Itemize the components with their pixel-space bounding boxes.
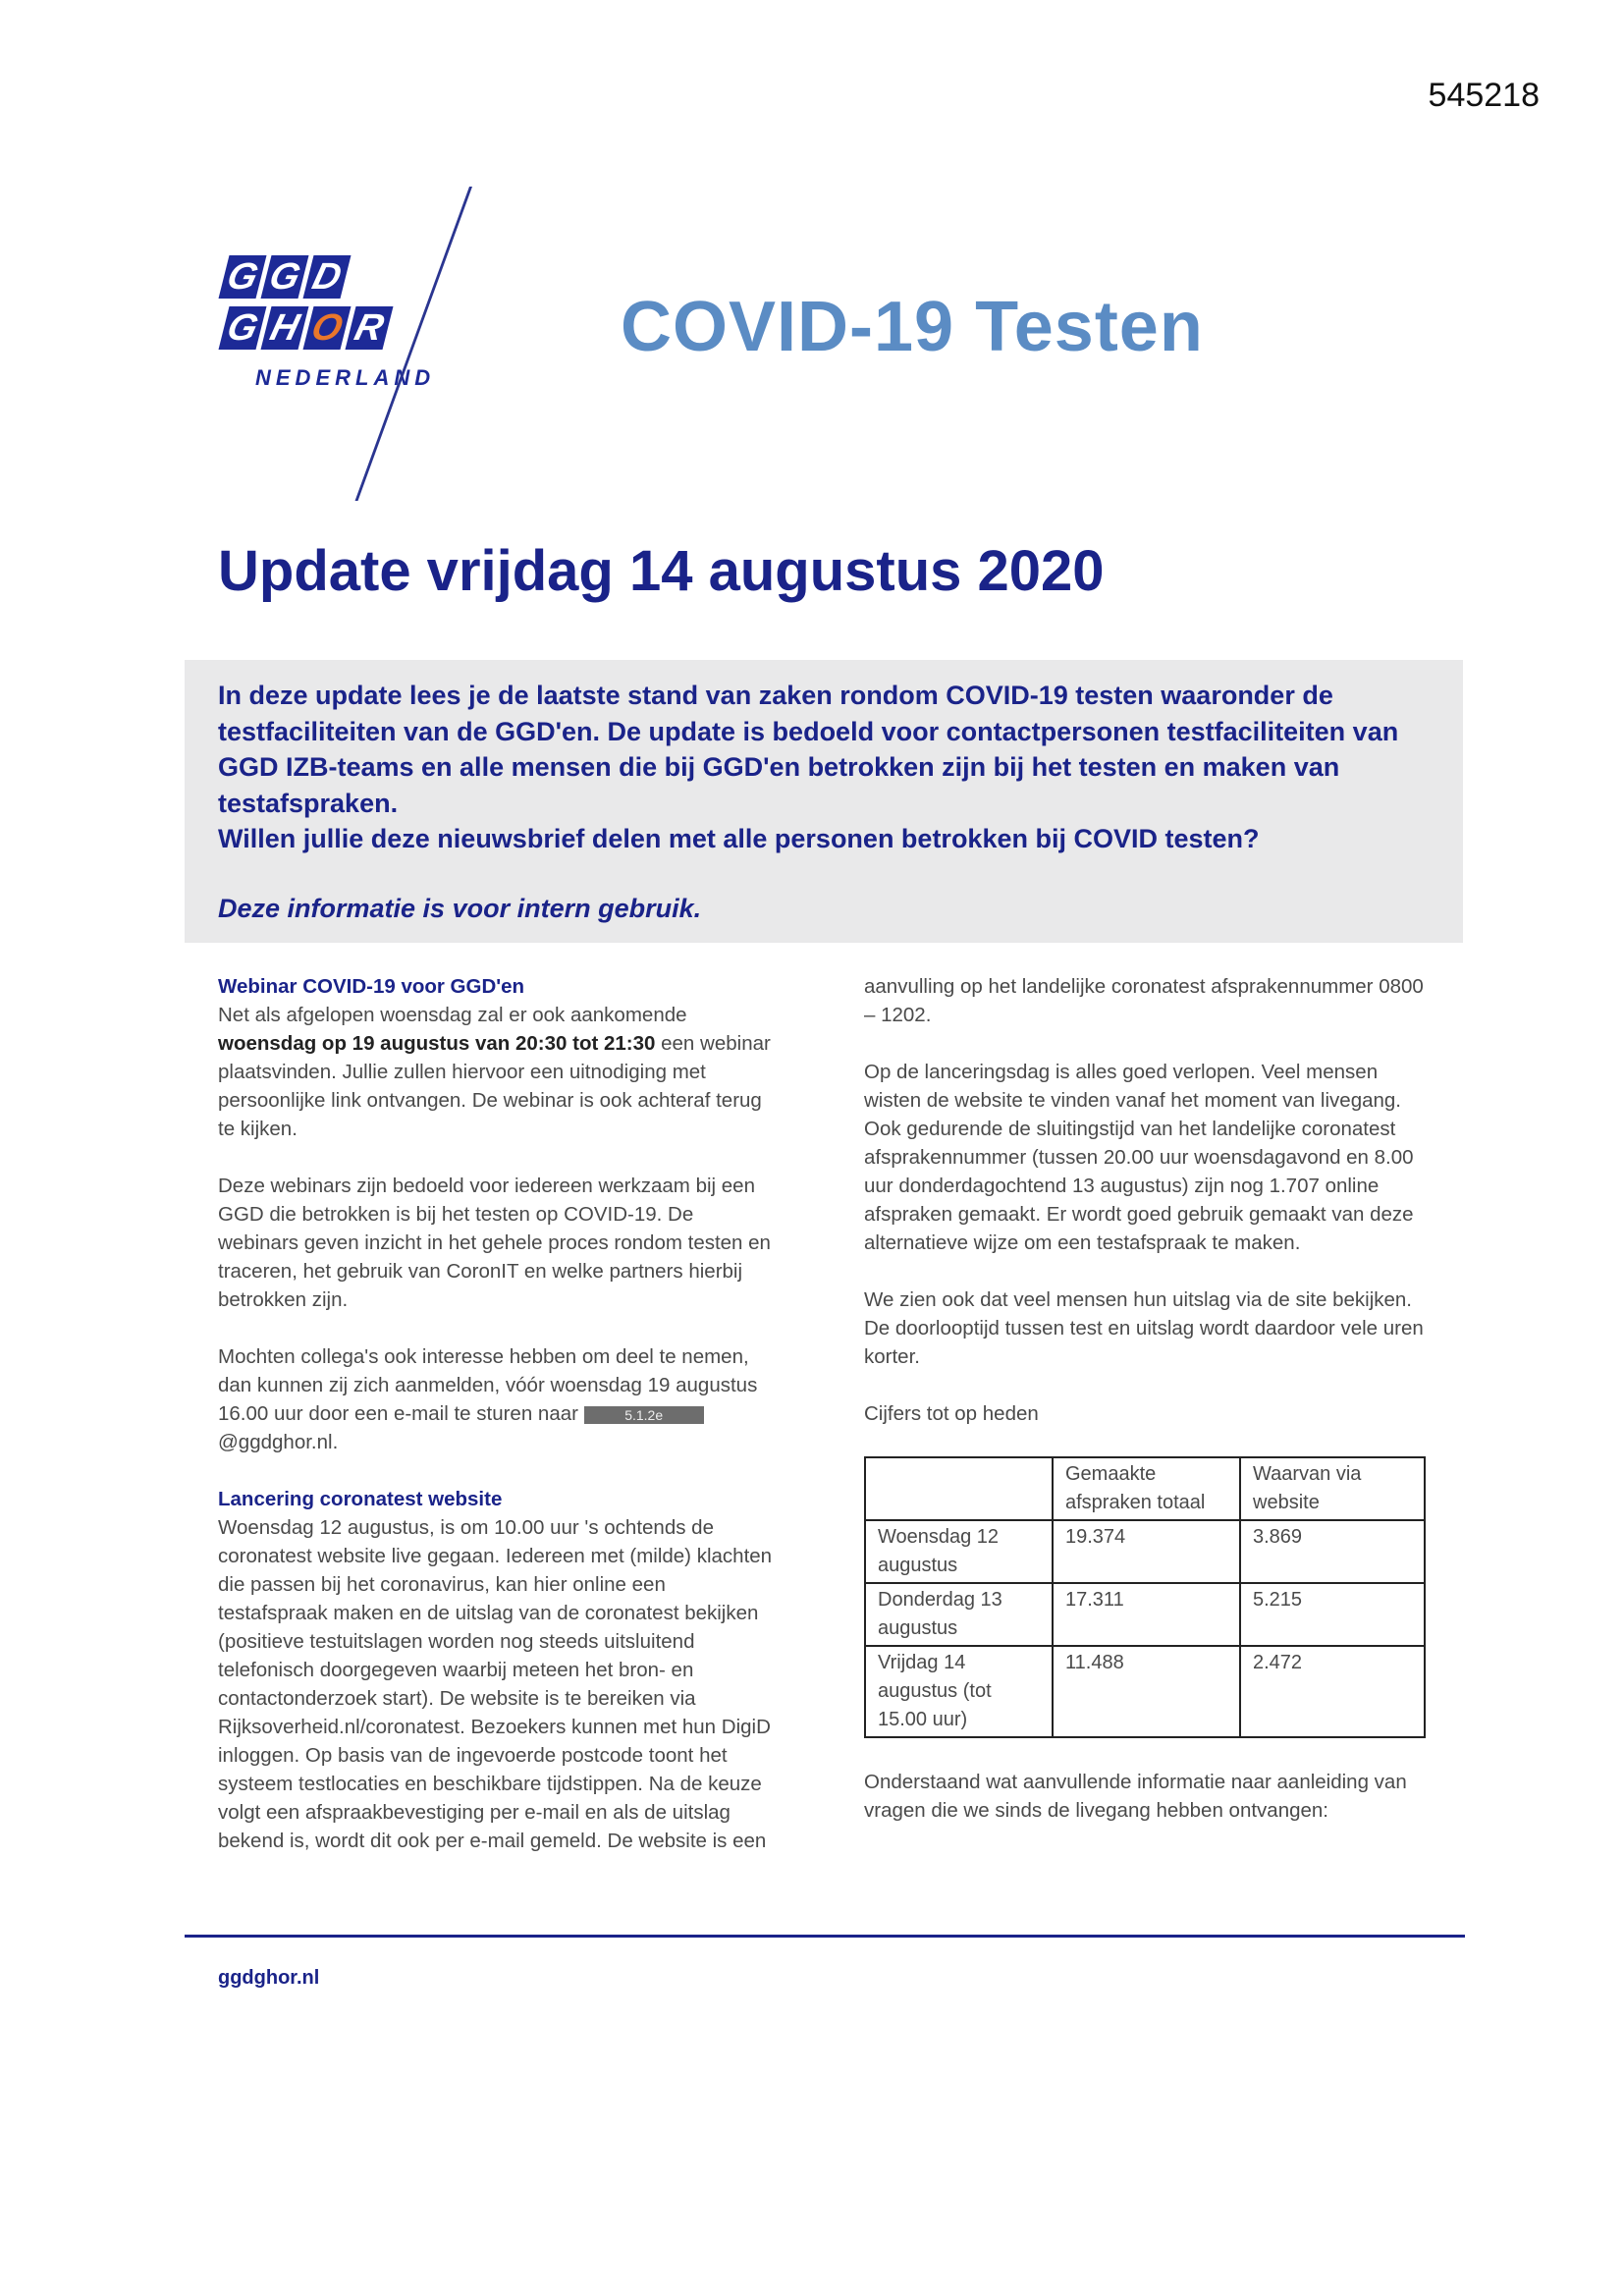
intro-internal-note: Deze informatie is voor intern gebruik. [218, 893, 702, 923]
logo-letter: O [303, 306, 352, 350]
update-title: Update vrijdag 14 augustus 2020 [218, 539, 1105, 603]
email-suffix: @ggdghor.nl. [218, 1431, 339, 1453]
right-paragraph-1: aanvulling op het landelijke coronatest afsprakennummer 0800 – 1202. [864, 975, 1424, 1026]
logo-letter: D [303, 255, 352, 299]
logo-letter: H [261, 306, 309, 350]
logo-letter: R [346, 306, 394, 350]
logo-letter: G [219, 306, 267, 350]
table-header-cell [865, 1457, 1053, 1520]
right-paragraph-3: We zien ook dat veel mensen hun uitslag via de site bekijken. De doorlooptijd tussen test en uitslag wordt daardoor vele uren korter. [864, 1288, 1424, 1368]
table-row [865, 1520, 1425, 1583]
appointments-table [864, 1456, 1426, 1738]
text-span: Mochten collega's ook interesse hebben om deel te nemen, dan kunnen zij zich aanmelden, vóór woensdag 19 augustus 16.00 uur door een e-mail te sturen naar [218, 1345, 758, 1425]
webinar-paragraph-2: Deze webinars zijn bedoeld voor iedereen werkzaam bij een GGD die betrokken is bij het testen op COVID-19. De webinars geven inzicht in het gehele proces rondom testen en traceren, het gebruik van CoronIT en welke partners hierbij betrokken zijn. [218, 1175, 771, 1311]
launch-heading: Lancering coronatest website [218, 1488, 503, 1510]
table-cell: 11.488 [1053, 1646, 1240, 1737]
footer-divider [185, 1935, 1465, 1938]
right-column [864, 972, 1434, 1853]
webinar-heading: Webinar COVID-19 voor GGD'en [218, 975, 525, 998]
webinar-date: woensdag op 19 augustus van 20:30 tot 21:30 [218, 1032, 656, 1055]
table-row [865, 1646, 1425, 1737]
left-column [218, 972, 778, 1884]
logo-row-ggd [219, 255, 356, 299]
document-id: 545218 [1428, 77, 1540, 114]
redacted-block: 5.1.2e [584, 1406, 704, 1424]
text-span: een webinar plaatsvinden. Jullie zullen hiervoor een uitnodiging met persoonlijke link ontvangen. De webinar is ook achteraf terug te kijken. [218, 1032, 771, 1140]
right-paragraph-2: Op de lanceringsdag is alles goed verlopen. Veel mensen wisten de website te vinden vanaf het moment van livegang. Ook gedurende de sluitingstijd van het landelijke coronatest afsprakennummer (tussen 20.00 uur woensdagavond en 8.00 uur donderdagochtend 13 augustus) zijn nog 1.707 online afspraken gemaakt. Er wordt goed gebruik gemaakt van deze alternatieve wijze om een testafspraak te maken. [864, 1061, 1414, 1254]
webinar-paragraph-3 [218, 1342, 778, 1456]
launch-paragraph: Woensdag 12 augustus, is om 10.00 uur 's ochtends de coronatest website live gegaan. Iedereen met (milde) klachten die passen bij het coronavirus, kan hier online een testafspraak maken en de uitslag van de coronatest bekijken (positieve testuitslagen worden nog steeds uitsluitend telefonisch doorgegeven waarbij meteen het bron- en contactonderzoek start). De website is te bereiken via Rijksoverheid.nl/coronatest. Bezoekers kunnen met hun DigiD inloggen. Op basis van de ingevoerde postcode toont het systeem testlocaties en beschikbare tijdstippen. Na de keuze volgt een afspraakbevestiging per e-mail en als de uitslag bekend is, wordt dit ook per e-mail gemeld. De website is een [218, 1516, 773, 1852]
header-title: COVID-19 Testen [621, 288, 1204, 366]
table-cell: Woensdag 12 augustus [865, 1520, 1053, 1583]
logo-subtitle: NEDERLAND [255, 365, 436, 390]
intro-box [185, 660, 1463, 943]
intro-text: In deze update lees je de laatste stand van zaken rondom COVID-19 testen waaronder de testfaciliteiten van de GGD'en. De update is bedoeld voor contactpersonen testfaciliteiten van GGD IZB-teams en alle mensen die bij GGD'en betrokken zijn bij het testen en maken van testafspraken. [218, 681, 1399, 818]
footer-website-link[interactable]: ggdghor.nl [218, 1967, 320, 1989]
table-cell: 3.869 [1240, 1520, 1425, 1583]
table-header-row [865, 1457, 1425, 1520]
table-header-cell: Gemaakte afspraken totaal [1053, 1457, 1240, 1520]
figures-label: Cijfers tot op heden [864, 1402, 1039, 1425]
table-cell: 2.472 [1240, 1646, 1425, 1737]
logo-row-ghor [219, 306, 399, 350]
ggd-ghor-logo [194, 246, 450, 393]
right-paragraph-5: Onderstaand wat aanvullende informatie naar aanleiding van vragen die we sinds de livegang hebben ontvangen: [864, 1771, 1407, 1822]
table-cell: Donderdag 13 augustus [865, 1583, 1053, 1646]
table-cell: 19.374 [1053, 1520, 1240, 1583]
intro-request: Willen jullie deze nieuwsbrief delen met alle personen betrokken bij COVID testen? [218, 824, 1260, 853]
logo-letter: G [261, 255, 309, 299]
logo-letter: G [219, 255, 267, 299]
text-span: Net als afgelopen woensdag zal er ook aankomende [218, 1004, 687, 1026]
table-row [865, 1583, 1425, 1646]
table-cell: 17.311 [1053, 1583, 1240, 1646]
table-cell: 5.215 [1240, 1583, 1425, 1646]
webinar-paragraph-1 [218, 1001, 778, 1143]
table-cell: Vrijdag 14 augustus (tot 15.00 uur) [865, 1646, 1053, 1737]
table-header-cell: Waarvan via website [1240, 1457, 1425, 1520]
